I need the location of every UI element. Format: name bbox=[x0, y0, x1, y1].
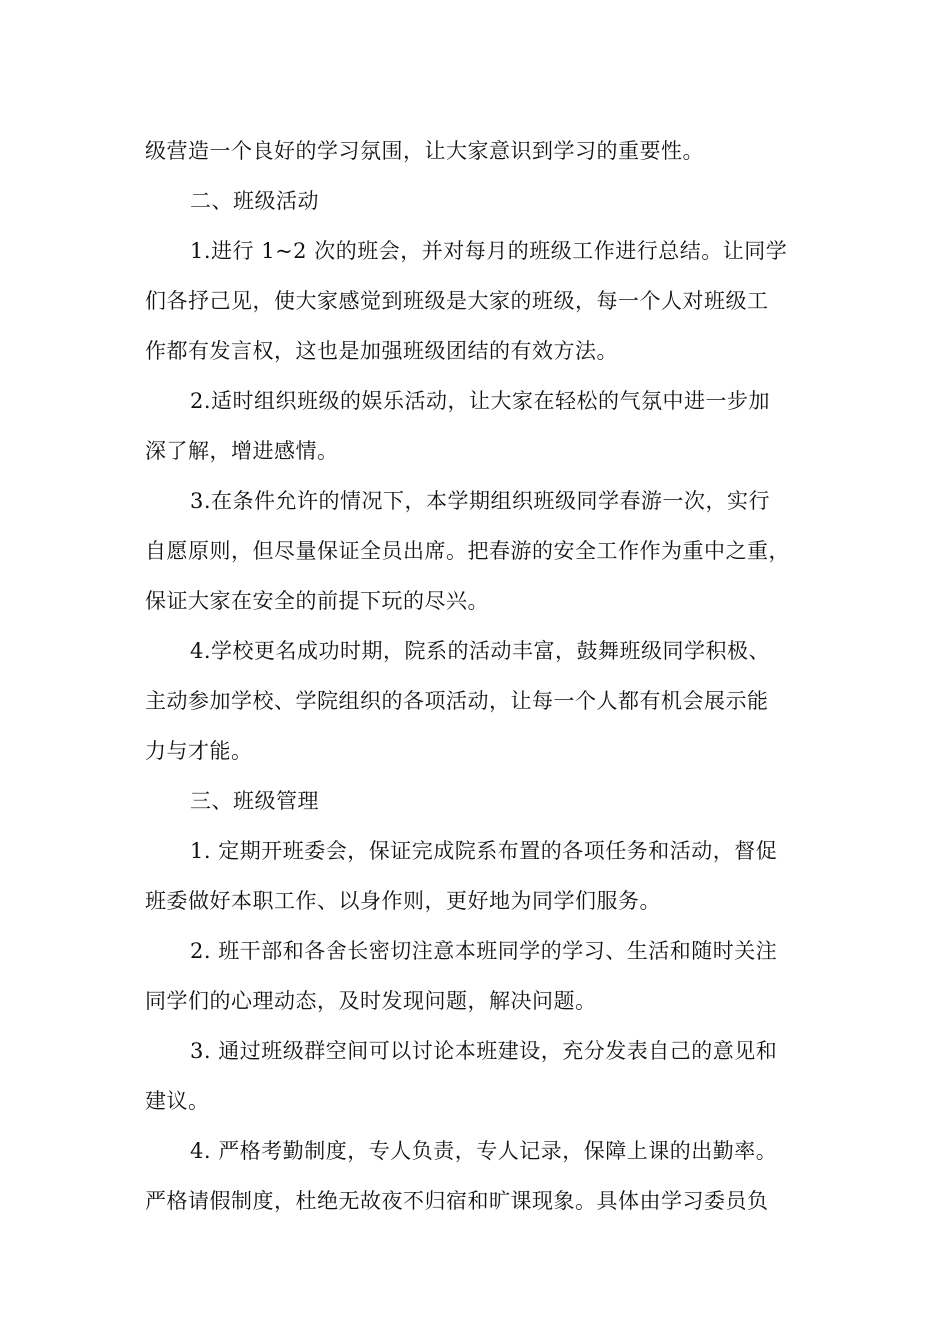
text-line: 严格请假制度，杜绝无故夜不归宿和旷课现象。具体由学习委员负 bbox=[145, 1189, 769, 1213]
text-line: 自愿原则，但尽量保证全员出席。把春游的安全工作作为重中之重， bbox=[145, 539, 790, 563]
text-line: 3.在条件允许的情况下，本学期组织班级同学春游一次，实行 bbox=[190, 489, 771, 513]
section-heading: 二、班级活动 bbox=[190, 189, 319, 213]
text-line: 主动参加学校、学院组织的各项活动，让每一个人都有机会展示能 bbox=[145, 689, 769, 713]
text-line: 1. 定期开班委会，保证完成院系布置的各项任务和活动，督促 bbox=[190, 839, 778, 863]
text-line: 级营造一个良好的学习氛围，让大家意识到学习的重要性。 bbox=[145, 139, 704, 163]
text-line: 班委做好本职工作、以身作则，更好地为同学们服务。 bbox=[145, 889, 661, 913]
text-line: 深了解，增进感情。 bbox=[145, 439, 339, 463]
text-line: 建议。 bbox=[145, 1089, 210, 1113]
text-line: 同学们的心理动态，及时发现问题，解决问题。 bbox=[145, 989, 597, 1013]
text-line: 3. 通过班级群空间可以讨论本班建设，充分发表自己的意见和 bbox=[190, 1039, 778, 1063]
text-line: 们各抒己见，使大家感觉到班级是大家的班级，每一个人对班级工 bbox=[145, 289, 769, 313]
text-line: 4.学校更名成功时期，院系的活动丰富，鼓舞班级同学积极、 bbox=[190, 639, 771, 663]
text-line: 4. 严格考勤制度，专人负责，专人记录，保障上课的出勤率。 bbox=[190, 1139, 778, 1163]
text-line: 2.适时组织班级的娱乐活动，让大家在轻松的气氛中进一步加 bbox=[190, 389, 771, 413]
text-line: 2. 班干部和各舍长密切注意本班同学的学习、生活和随时关注 bbox=[190, 939, 778, 963]
text-line: 作都有发言权，这也是加强班级团结的有效方法。 bbox=[145, 339, 618, 363]
text-line: 力与才能。 bbox=[145, 739, 253, 763]
text-line: 1.进行 1~2 次的班会，并对每月的班级工作进行总结。让同学 bbox=[190, 239, 788, 263]
text-line: 保证大家在安全的前提下玩的尽兴。 bbox=[145, 589, 489, 613]
section-heading: 三、班级管理 bbox=[190, 789, 319, 813]
